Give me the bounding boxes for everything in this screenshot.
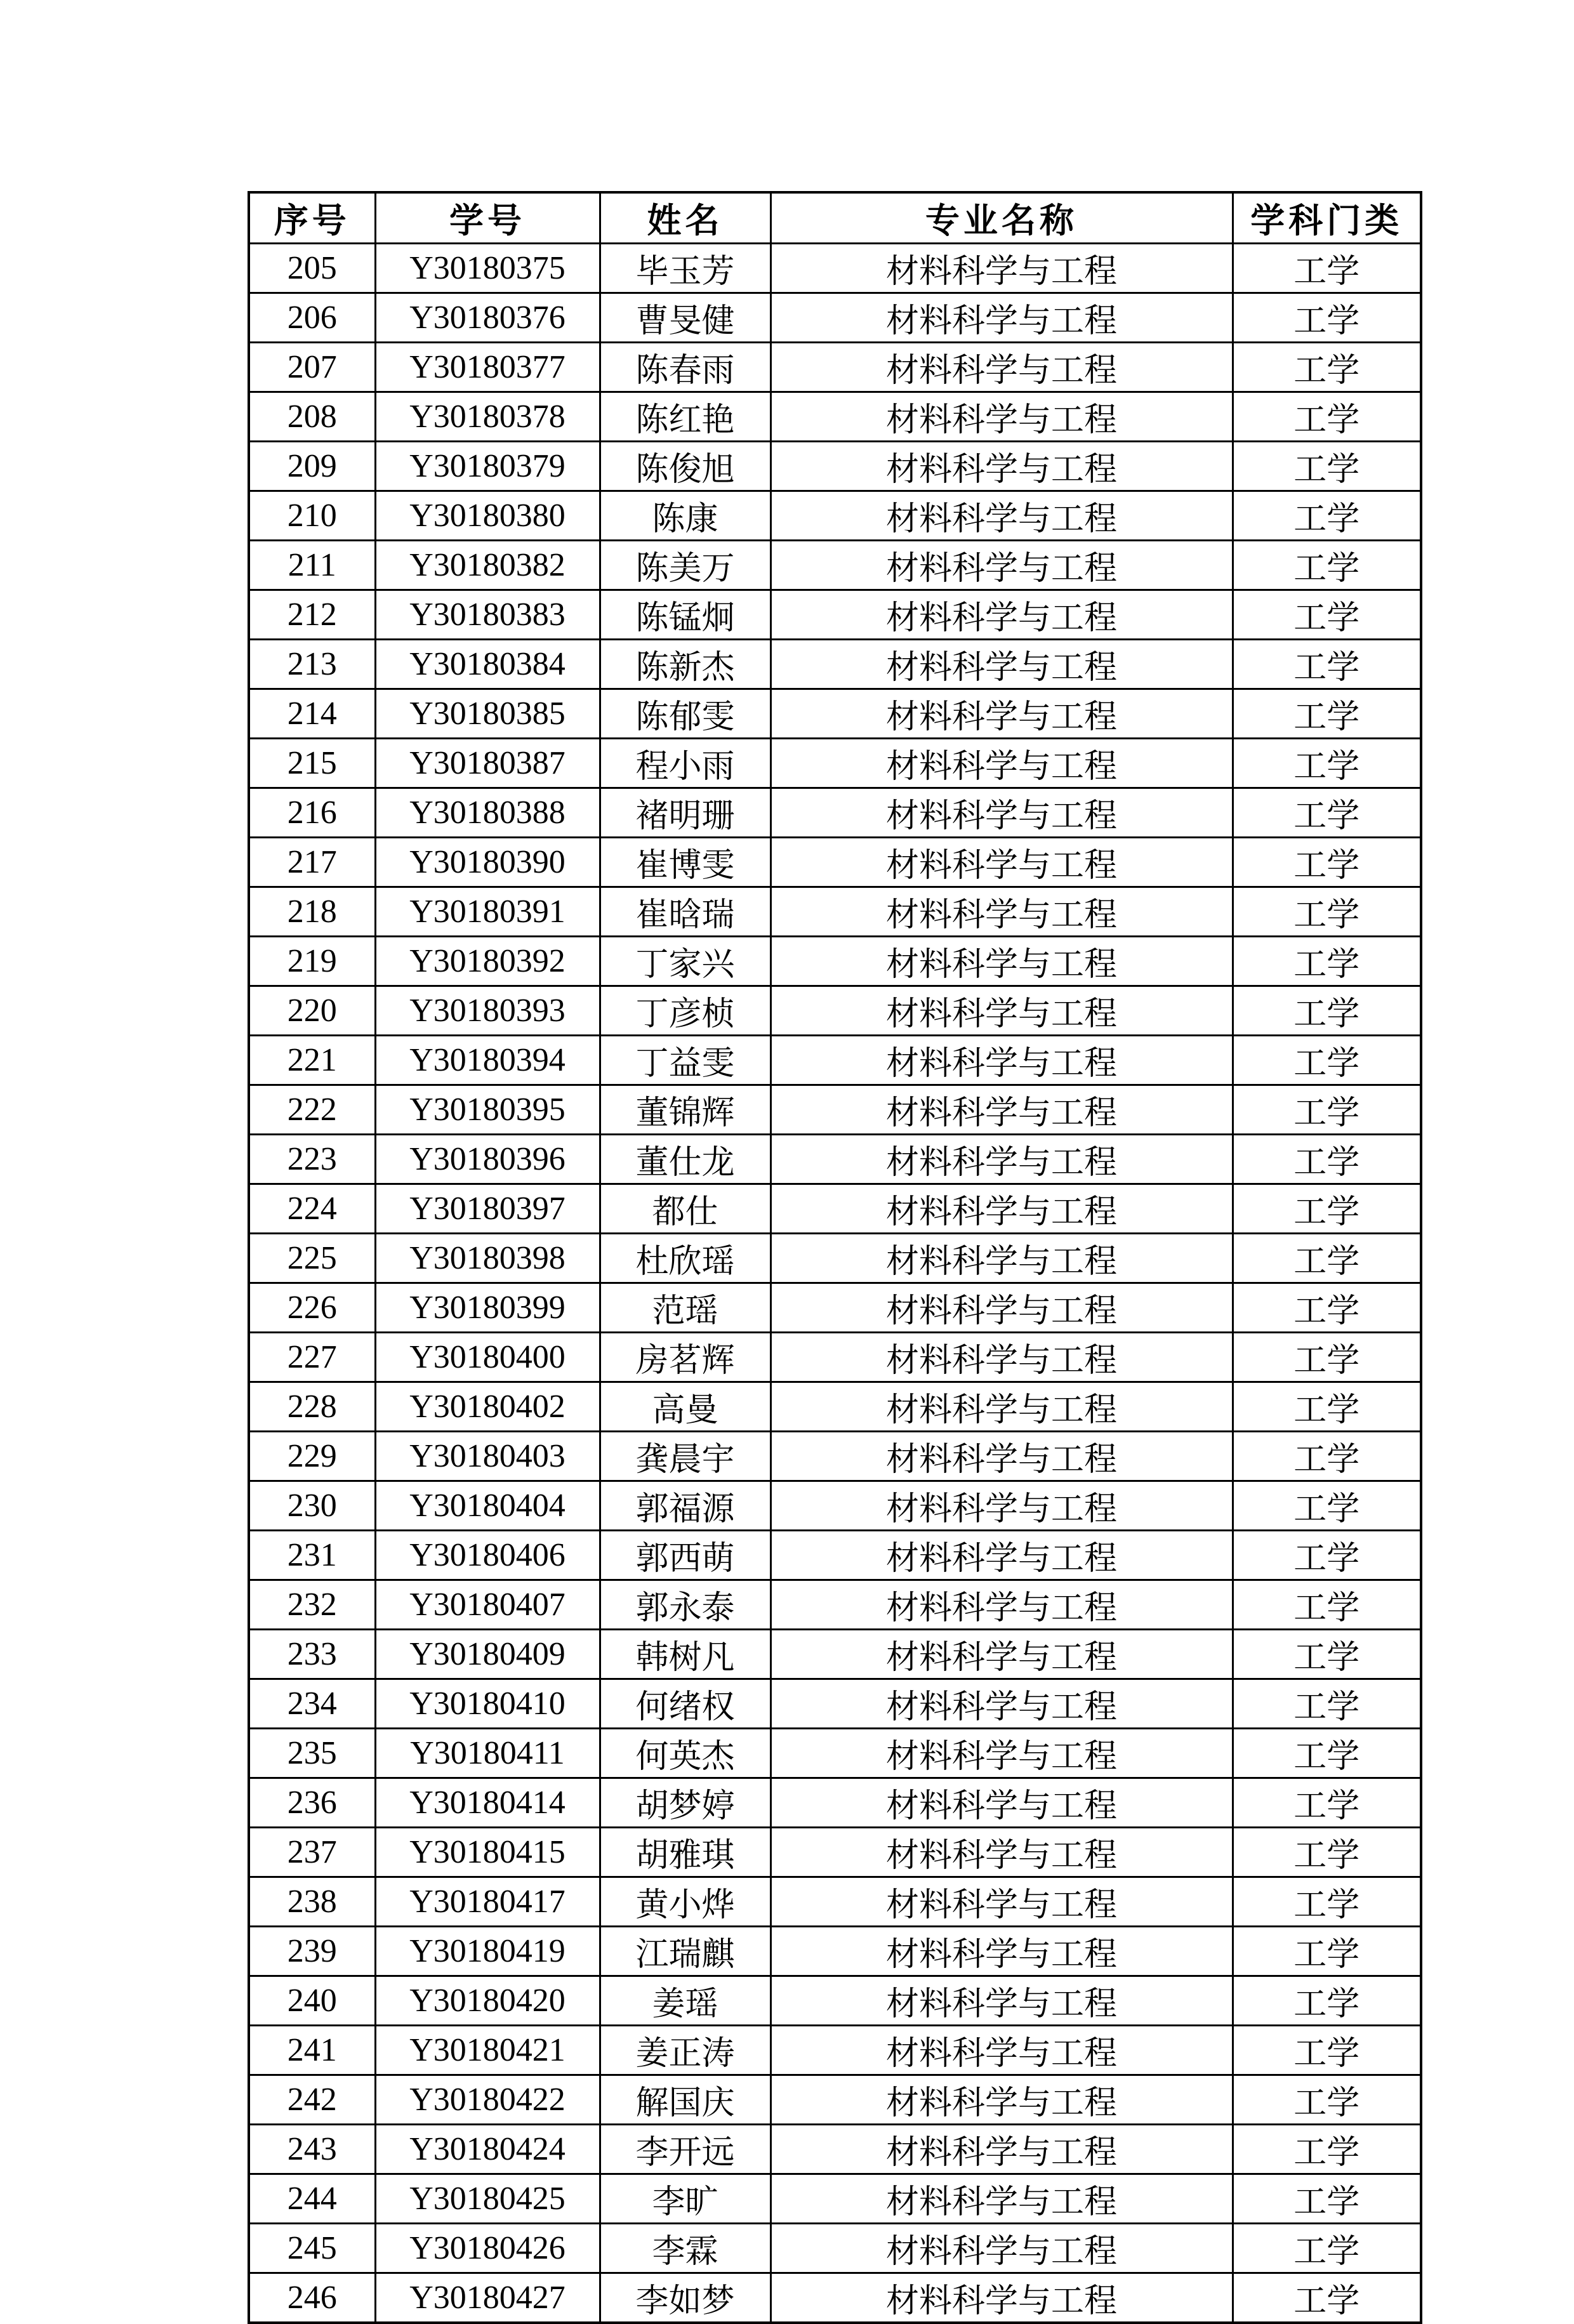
table-row [249,1630,1421,1679]
cell-major: 材料科学与工程 [770,491,1233,541]
cell-serial: 218 [249,887,375,937]
cell-name: 李如梦 [600,2273,770,2323]
column-header-student-id: 学号 [375,192,600,244]
cell-student-id: Y30180406 [375,1531,600,1580]
table-row [249,2174,1421,2224]
table-row [249,788,1421,838]
table-row [249,1580,1421,1630]
cell-major: 材料科学与工程 [770,1630,1233,1679]
cell-serial: 242 [249,2075,375,2125]
table-row [249,1036,1421,1085]
cell-major: 材料科学与工程 [770,1828,1233,1877]
cell-name: 陈康 [600,491,770,541]
cell-category: 工学 [1233,1283,1421,1333]
cell-category: 工学 [1233,1580,1421,1630]
table-row [249,838,1421,887]
cell-student-id: Y30180376 [375,293,600,343]
cell-student-id: Y30180385 [375,689,600,739]
cell-serial: 245 [249,2224,375,2273]
cell-name: 黄小烨 [600,1877,770,1927]
table-row [249,739,1421,788]
cell-name: 陈郁雯 [600,689,770,739]
cell-student-id: Y30180397 [375,1184,600,1234]
cell-student-id: Y30180395 [375,1085,600,1135]
table-header-row [249,192,1421,244]
cell-category: 工学 [1233,739,1421,788]
cell-category: 工学 [1233,1729,1421,1778]
cell-category: 工学 [1233,1630,1421,1679]
cell-name: 陈美万 [600,541,770,590]
cell-major: 材料科学与工程 [770,442,1233,491]
cell-category: 工学 [1233,1135,1421,1184]
cell-category: 工学 [1233,491,1421,541]
cell-name: 李霖 [600,2224,770,2273]
cell-name: 褚明珊 [600,788,770,838]
cell-name: 陈新杰 [600,640,770,689]
cell-student-id: Y30180427 [375,2273,600,2323]
cell-serial: 209 [249,442,375,491]
cell-student-id: Y30180409 [375,1630,600,1679]
table-row [249,590,1421,640]
table-row [249,2075,1421,2125]
cell-serial: 220 [249,986,375,1036]
cell-major: 材料科学与工程 [770,1234,1233,1283]
cell-student-id: Y30180411 [375,1729,600,1778]
cell-category: 工学 [1233,244,1421,293]
cell-student-id: Y30180421 [375,2026,600,2075]
cell-name: 房茗辉 [600,1333,770,1382]
table-row [249,1283,1421,1333]
table-row [249,1135,1421,1184]
cell-name: 陈锰炯 [600,590,770,640]
cell-serial: 206 [249,293,375,343]
cell-major: 材料科学与工程 [770,1877,1233,1927]
cell-category: 工学 [1233,1531,1421,1580]
cell-name: 董锦辉 [600,1085,770,1135]
cell-serial: 225 [249,1234,375,1283]
cell-serial: 232 [249,1580,375,1630]
cell-major: 材料科学与工程 [770,2174,1233,2224]
cell-major: 材料科学与工程 [770,1679,1233,1729]
table-row [249,244,1421,293]
cell-serial: 217 [249,838,375,887]
table-row [249,887,1421,937]
cell-serial: 226 [249,1283,375,1333]
cell-student-id: Y30180383 [375,590,600,640]
cell-serial: 243 [249,2125,375,2174]
table-row [249,689,1421,739]
cell-major: 材料科学与工程 [770,1085,1233,1135]
cell-serial: 235 [249,1729,375,1778]
cell-serial: 246 [249,2273,375,2323]
cell-major: 材料科学与工程 [770,392,1233,442]
cell-category: 工学 [1233,838,1421,887]
cell-major: 材料科学与工程 [770,590,1233,640]
cell-major: 材料科学与工程 [770,244,1233,293]
cell-category: 工学 [1233,2125,1421,2174]
cell-name: 丁家兴 [600,937,770,986]
cell-serial: 210 [249,491,375,541]
table-row [249,1976,1421,2026]
cell-student-id: Y30180399 [375,1283,600,1333]
cell-serial: 241 [249,2026,375,2075]
cell-serial: 237 [249,1828,375,1877]
cell-category: 工学 [1233,2174,1421,2224]
cell-name: 郭西萌 [600,1531,770,1580]
table-row [249,392,1421,442]
cell-student-id: Y30180379 [375,442,600,491]
table-row [249,2125,1421,2174]
cell-name: 丁益雯 [600,1036,770,1085]
cell-category: 工学 [1233,1778,1421,1828]
cell-student-id: Y30180375 [375,244,600,293]
cell-category: 工学 [1233,788,1421,838]
cell-name: 胡雅琪 [600,1828,770,1877]
table-row [249,1828,1421,1877]
cell-name: 陈俊旭 [600,442,770,491]
cell-student-id: Y30180377 [375,343,600,392]
cell-major: 材料科学与工程 [770,1778,1233,1828]
cell-student-id: Y30180402 [375,1382,600,1432]
cell-major: 材料科学与工程 [770,640,1233,689]
cell-name: 解国庆 [600,2075,770,2125]
cell-major: 材料科学与工程 [770,1382,1233,1432]
cell-student-id: Y30180403 [375,1432,600,1481]
cell-major: 材料科学与工程 [770,541,1233,590]
cell-name: 胡梦婷 [600,1778,770,1828]
table-row [249,2026,1421,2075]
table-row [249,491,1421,541]
table-row [249,1184,1421,1234]
table-row [249,1679,1421,1729]
cell-category: 工学 [1233,1927,1421,1976]
cell-name: 程小雨 [600,739,770,788]
cell-name: 崔博雯 [600,838,770,887]
cell-category: 工学 [1233,2273,1421,2323]
column-header-serial: 序号 [249,192,375,244]
cell-category: 工学 [1233,1976,1421,2026]
cell-major: 材料科学与工程 [770,986,1233,1036]
cell-category: 工学 [1233,689,1421,739]
cell-major: 材料科学与工程 [770,2273,1233,2323]
cell-student-id: Y30180382 [375,541,600,590]
cell-name: 丁彦桢 [600,986,770,1036]
cell-major: 材料科学与工程 [770,1927,1233,1976]
cell-serial: 221 [249,1036,375,1085]
cell-category: 工学 [1233,1036,1421,1085]
cell-major: 材料科学与工程 [770,2125,1233,2174]
table-row [249,1234,1421,1283]
cell-student-id: Y30180392 [375,937,600,986]
cell-major: 材料科学与工程 [770,739,1233,788]
cell-category: 工学 [1233,1481,1421,1531]
cell-serial: 244 [249,2174,375,2224]
cell-name: 杜欣瑶 [600,1234,770,1283]
cell-major: 材料科学与工程 [770,1036,1233,1085]
column-header-name: 姓名 [600,192,770,244]
cell-category: 工学 [1233,937,1421,986]
cell-category: 工学 [1233,442,1421,491]
cell-serial: 219 [249,937,375,986]
cell-category: 工学 [1233,1432,1421,1481]
cell-major: 材料科学与工程 [770,788,1233,838]
cell-student-id: Y30180400 [375,1333,600,1382]
cell-serial: 214 [249,689,375,739]
cell-major: 材料科学与工程 [770,2224,1233,2273]
column-header-category: 学科门类 [1233,192,1421,244]
cell-name: 崔晗瑞 [600,887,770,937]
cell-serial: 224 [249,1184,375,1234]
cell-major: 材料科学与工程 [770,1135,1233,1184]
cell-name: 高曼 [600,1382,770,1432]
cell-name: 郭福源 [600,1481,770,1531]
cell-serial: 236 [249,1778,375,1828]
cell-serial: 208 [249,392,375,442]
cell-major: 材料科学与工程 [770,1333,1233,1382]
cell-student-id: Y30180404 [375,1481,600,1531]
cell-category: 工学 [1233,1333,1421,1382]
cell-student-id: Y30180419 [375,1927,600,1976]
cell-major: 材料科学与工程 [770,1976,1233,2026]
cell-name: 姜瑶 [600,1976,770,2026]
cell-serial: 233 [249,1630,375,1679]
cell-serial: 223 [249,1135,375,1184]
table-row [249,293,1421,343]
cell-student-id: Y30180391 [375,887,600,937]
table-row [249,986,1421,1036]
table-row [249,442,1421,491]
cell-serial: 227 [249,1333,375,1382]
cell-category: 工学 [1233,640,1421,689]
table-row [249,640,1421,689]
cell-major: 材料科学与工程 [770,1184,1233,1234]
cell-student-id: Y30180388 [375,788,600,838]
cell-student-id: Y30180425 [375,2174,600,2224]
cell-major: 材料科学与工程 [770,1580,1233,1630]
cell-serial: 230 [249,1481,375,1531]
cell-serial: 215 [249,739,375,788]
table-row [249,1778,1421,1828]
cell-name: 何绪权 [600,1679,770,1729]
cell-student-id: Y30180390 [375,838,600,887]
table-row [249,1729,1421,1778]
student-roster-table [248,191,1422,2324]
cell-serial: 212 [249,590,375,640]
cell-serial: 205 [249,244,375,293]
cell-name: 董仕龙 [600,1135,770,1184]
cell-category: 工学 [1233,541,1421,590]
cell-major: 材料科学与工程 [770,293,1233,343]
cell-student-id: Y30180387 [375,739,600,788]
cell-serial: 240 [249,1976,375,2026]
cell-major: 材料科学与工程 [770,937,1233,986]
cell-serial: 228 [249,1382,375,1432]
table-row [249,2224,1421,2273]
cell-student-id: Y30180420 [375,1976,600,2026]
cell-category: 工学 [1233,590,1421,640]
cell-serial: 216 [249,788,375,838]
cell-name: 姜正涛 [600,2026,770,2075]
cell-student-id: Y30180426 [375,2224,600,2273]
cell-category: 工学 [1233,1184,1421,1234]
table-row [249,1382,1421,1432]
cell-major: 材料科学与工程 [770,689,1233,739]
table-row [249,1927,1421,1976]
cell-category: 工学 [1233,1234,1421,1283]
cell-student-id: Y30180378 [375,392,600,442]
cell-major: 材料科学与工程 [770,343,1233,392]
cell-student-id: Y30180380 [375,491,600,541]
cell-category: 工学 [1233,887,1421,937]
cell-student-id: Y30180393 [375,986,600,1036]
cell-name: 都仕 [600,1184,770,1234]
cell-name: 范瑶 [600,1283,770,1333]
cell-serial: 238 [249,1877,375,1927]
cell-category: 工学 [1233,392,1421,442]
table-row [249,2273,1421,2323]
cell-serial: 222 [249,1085,375,1135]
cell-name: 陈春雨 [600,343,770,392]
cell-category: 工学 [1233,293,1421,343]
cell-category: 工学 [1233,343,1421,392]
table-row [249,1877,1421,1927]
cell-category: 工学 [1233,1828,1421,1877]
cell-serial: 211 [249,541,375,590]
cell-name: 龚晨宇 [600,1432,770,1481]
cell-student-id: Y30180414 [375,1778,600,1828]
cell-name: 李旷 [600,2174,770,2224]
cell-category: 工学 [1233,1382,1421,1432]
cell-student-id: Y30180396 [375,1135,600,1184]
cell-major: 材料科学与工程 [770,1729,1233,1778]
cell-category: 工学 [1233,2075,1421,2125]
cell-serial: 213 [249,640,375,689]
cell-name: 李开远 [600,2125,770,2174]
cell-serial: 239 [249,1927,375,1976]
cell-major: 材料科学与工程 [770,2075,1233,2125]
table-row [249,1481,1421,1531]
table-row [249,541,1421,590]
table-row [249,1085,1421,1135]
table-body [249,244,1421,2323]
cell-name: 郭永泰 [600,1580,770,1630]
cell-major: 材料科学与工程 [770,1481,1233,1531]
table-row [249,1333,1421,1382]
cell-student-id: Y30180410 [375,1679,600,1729]
cell-major: 材料科学与工程 [770,1531,1233,1580]
cell-student-id: Y30180394 [375,1036,600,1085]
column-header-major: 专业名称 [770,192,1233,244]
cell-category: 工学 [1233,1877,1421,1927]
cell-major: 材料科学与工程 [770,1283,1233,1333]
cell-serial: 207 [249,343,375,392]
cell-student-id: Y30180417 [375,1877,600,1927]
table-row [249,343,1421,392]
cell-student-id: Y30180407 [375,1580,600,1630]
table-row [249,937,1421,986]
cell-name: 韩树凡 [600,1630,770,1679]
cell-serial: 234 [249,1679,375,1729]
cell-major: 材料科学与工程 [770,2026,1233,2075]
cell-major: 材料科学与工程 [770,1432,1233,1481]
cell-student-id: Y30180422 [375,2075,600,2125]
cell-category: 工学 [1233,1085,1421,1135]
cell-name: 曹旻健 [600,293,770,343]
cell-name: 毕玉芳 [600,244,770,293]
cell-serial: 229 [249,1432,375,1481]
cell-category: 工学 [1233,986,1421,1036]
cell-serial: 231 [249,1531,375,1580]
cell-student-id: Y30180424 [375,2125,600,2174]
cell-major: 材料科学与工程 [770,887,1233,937]
cell-student-id: Y30180398 [375,1234,600,1283]
cell-name: 何英杰 [600,1729,770,1778]
table-row [249,1531,1421,1580]
cell-student-id: Y30180415 [375,1828,600,1877]
cell-category: 工学 [1233,1679,1421,1729]
cell-student-id: Y30180384 [375,640,600,689]
cell-name: 陈红艳 [600,392,770,442]
cell-major: 材料科学与工程 [770,838,1233,887]
cell-name: 江瑞麒 [600,1927,770,1976]
cell-category: 工学 [1233,2224,1421,2273]
table-row [249,1432,1421,1481]
cell-category: 工学 [1233,2026,1421,2075]
